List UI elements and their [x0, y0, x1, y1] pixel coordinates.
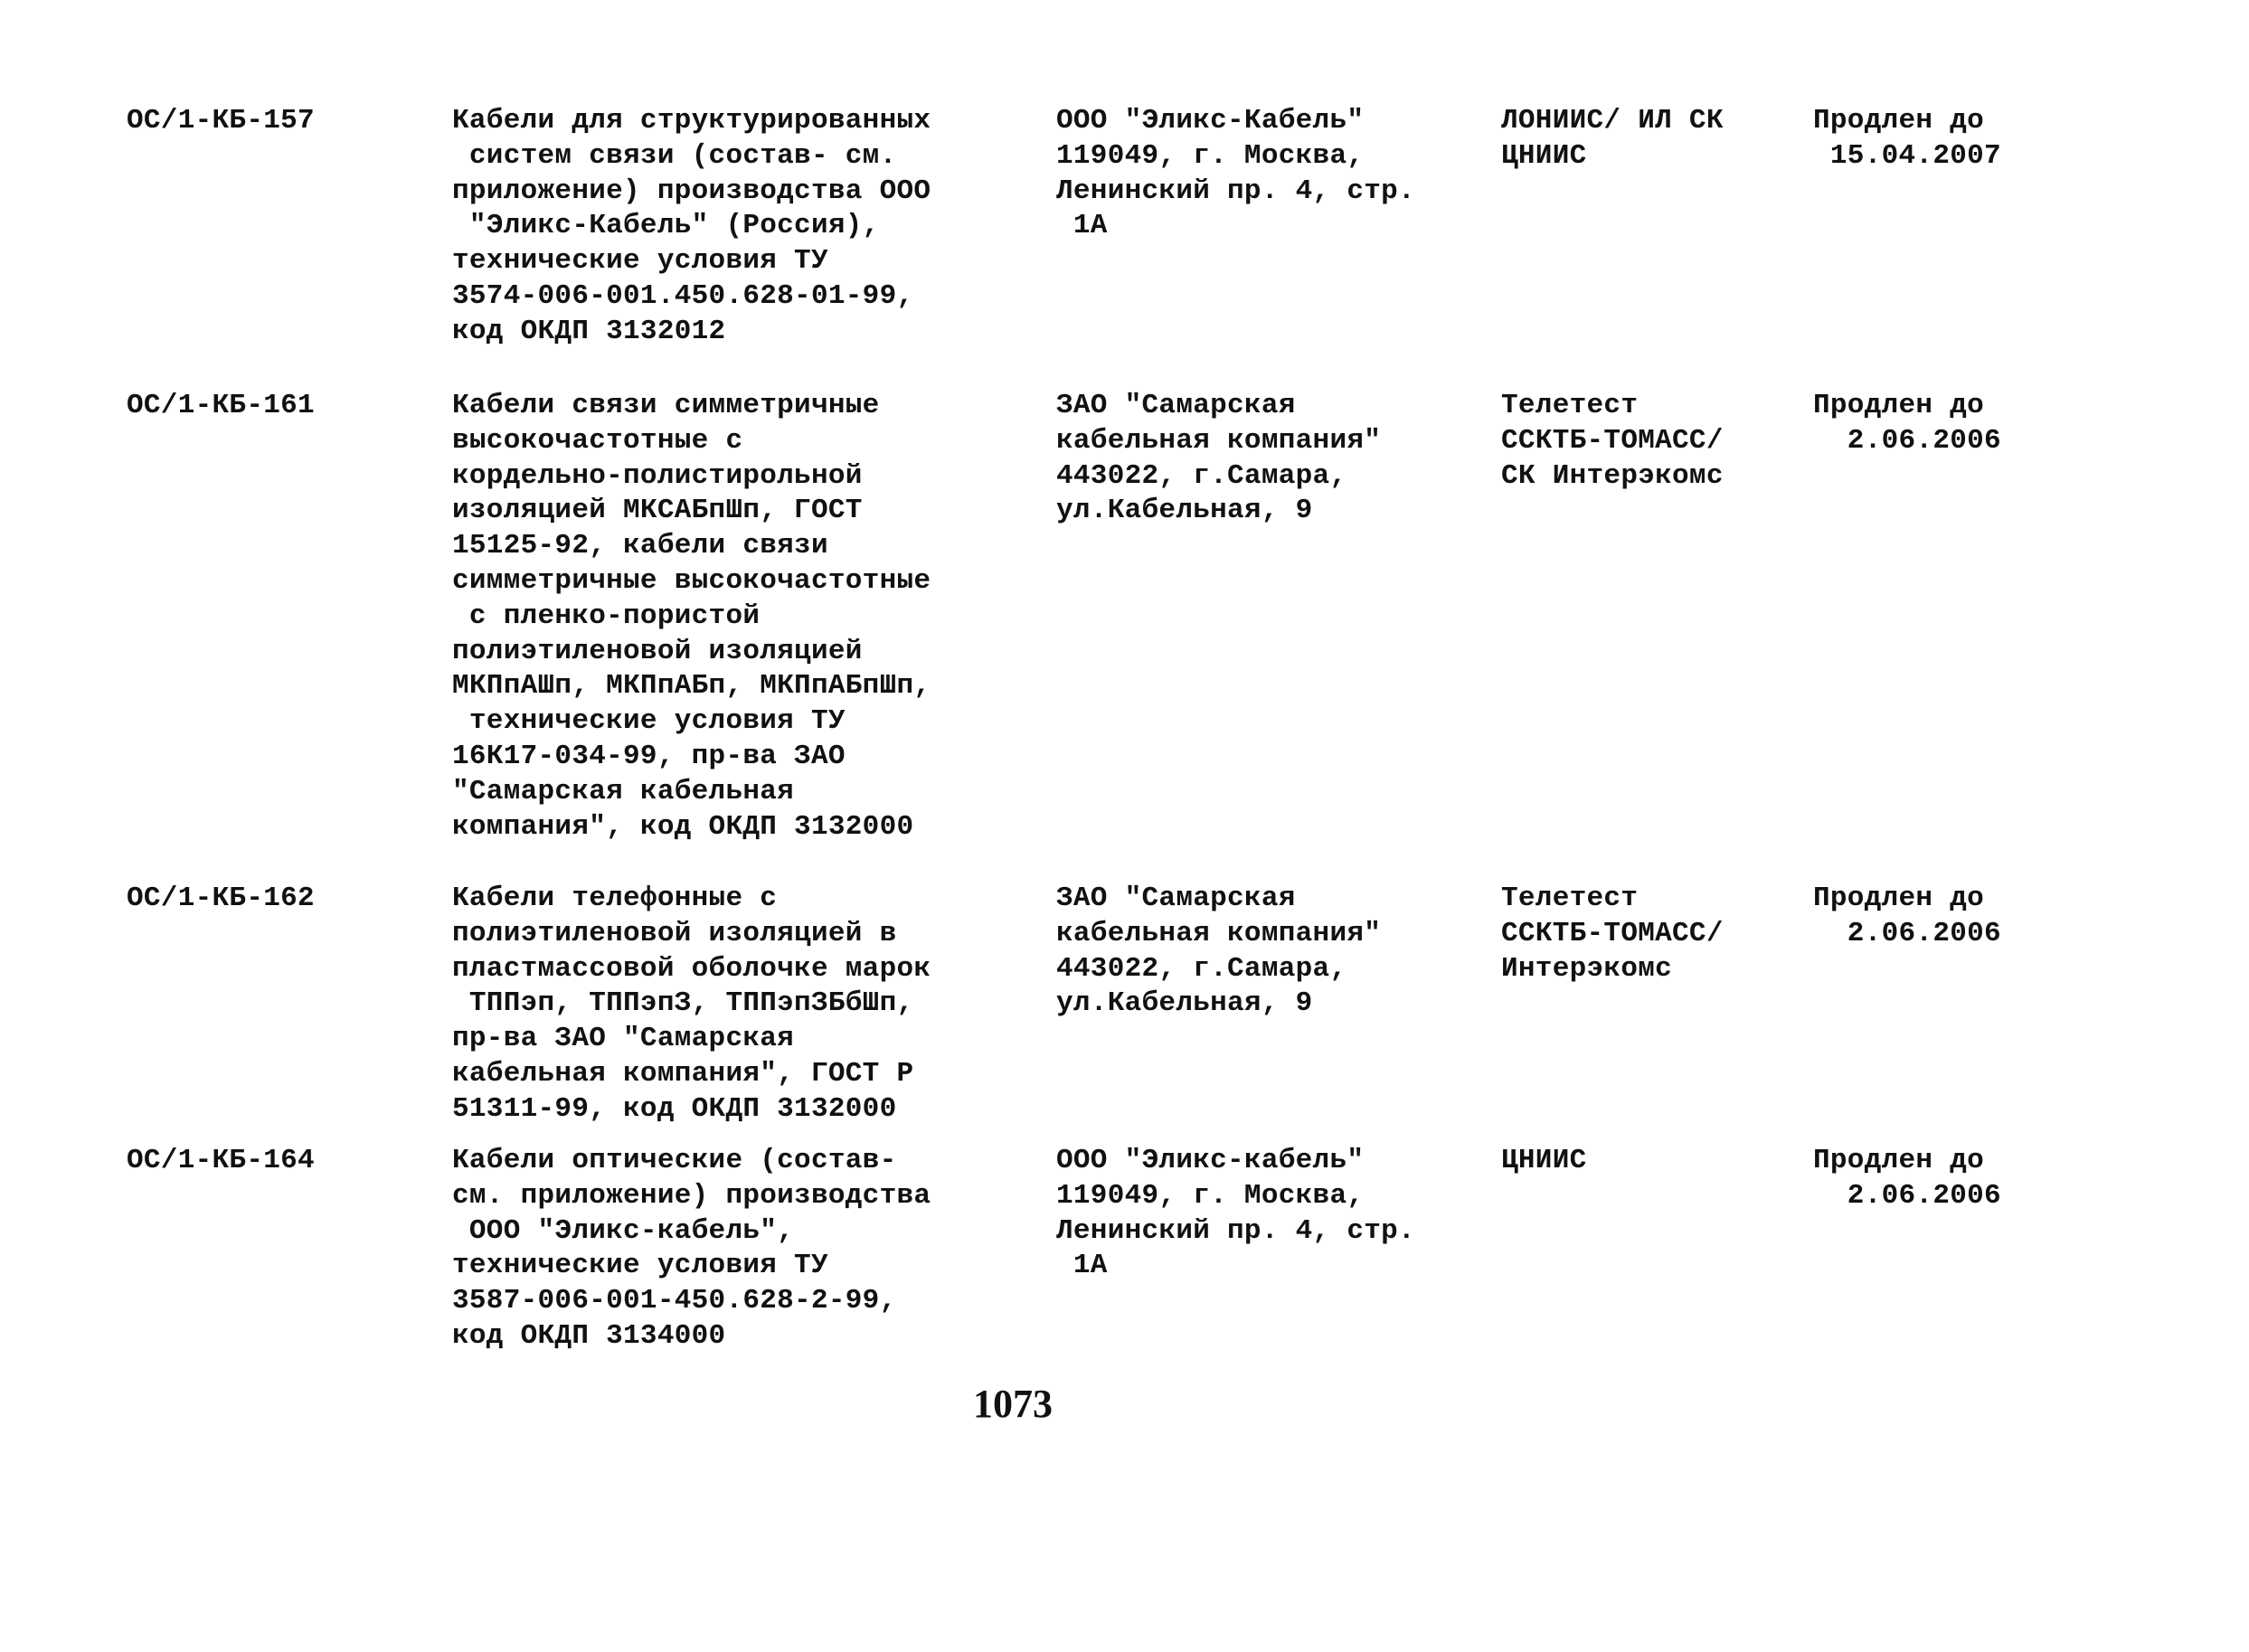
- validity-status: Продлен до 2.06.2006: [1813, 883, 2001, 949]
- product-description: Кабели телефонные с полиэтиленовой изоляцией в пластмассовой оболочке марок ТППэп, ТППэпЗ, ТППэпЗБбШп, пр-ва ЗАО "Самарская кабельная компания", ГОСТ Р 51311-99, код ОКДП 3132000: [452, 883, 931, 1125]
- certification-body: Телетест ССКТБ-ТОМАСС/ Интерэкомс: [1501, 883, 1724, 985]
- page-number: 1073: [973, 1382, 1053, 1426]
- certificate-number: ОС/1-КБ-161: [127, 390, 315, 421]
- applicant-address: ООО "Эликс-кабель" 119049, г. Москва, Ленинский пр. 4, стр. 1А: [1056, 1145, 1415, 1282]
- certification-body: ЦНИИС: [1501, 1145, 1587, 1176]
- certification-body: Телетест ССКТБ-ТОМАСС/ СК Интерэкомс: [1501, 390, 1724, 492]
- certificate-number: ОС/1-КБ-157: [127, 105, 315, 137]
- certificate-number: ОС/1-КБ-162: [127, 883, 315, 914]
- applicant-address: ООО "Эликс-Кабель" 119049, г. Москва, Ленинский пр. 4, стр. 1А: [1056, 105, 1415, 242]
- validity-status: Продлен до 15.04.2007: [1813, 105, 2001, 172]
- validity-status: Продлен до 2.06.2006: [1813, 1145, 2001, 1212]
- validity-status: Продлен до 2.06.2006: [1813, 390, 2001, 457]
- product-description: Кабели для структурированных систем связи (состав- см. приложение) производства ООО "Эликс-Кабель" (Россия), технические условия ТУ 3574-006-001.450.628-01-99, код ОКДП 3132012: [452, 105, 931, 347]
- product-description: Кабели оптические (состав- см. приложение) производства ООО "Эликс-кабель", технические условия ТУ 3587-006-001-450.628-2-99, код ОКДП 3134000: [452, 1145, 931, 1352]
- certificate-number: ОС/1-КБ-164: [127, 1145, 315, 1176]
- applicant-address: ЗАО "Самарская кабельная компания" 443022, г.Самара, ул.Кабельная, 9: [1056, 390, 1382, 527]
- certification-body: ЛОНИИС/ ИЛ СК ЦНИИС: [1501, 105, 1724, 172]
- applicant-address: ЗАО "Самарская кабельная компания" 443022, г.Самара, ул.Кабельная, 9: [1056, 883, 1382, 1020]
- product-description: Кабели связи симметричные высокочастотные с кордельно-полистирольной изоляцией МКСАБпШп, ГОСТ 15125-92, кабели связи симметричные высокочастотные с пленко-пористой полиэтиленовой изоляцией МКПпАШп, МКПпАБп, МКПпАБпШп, технические условия ТУ 16К17-034-99, пр-ва ЗАО "Самарская кабельная компания", код ОКДП 3132000: [452, 390, 931, 843]
